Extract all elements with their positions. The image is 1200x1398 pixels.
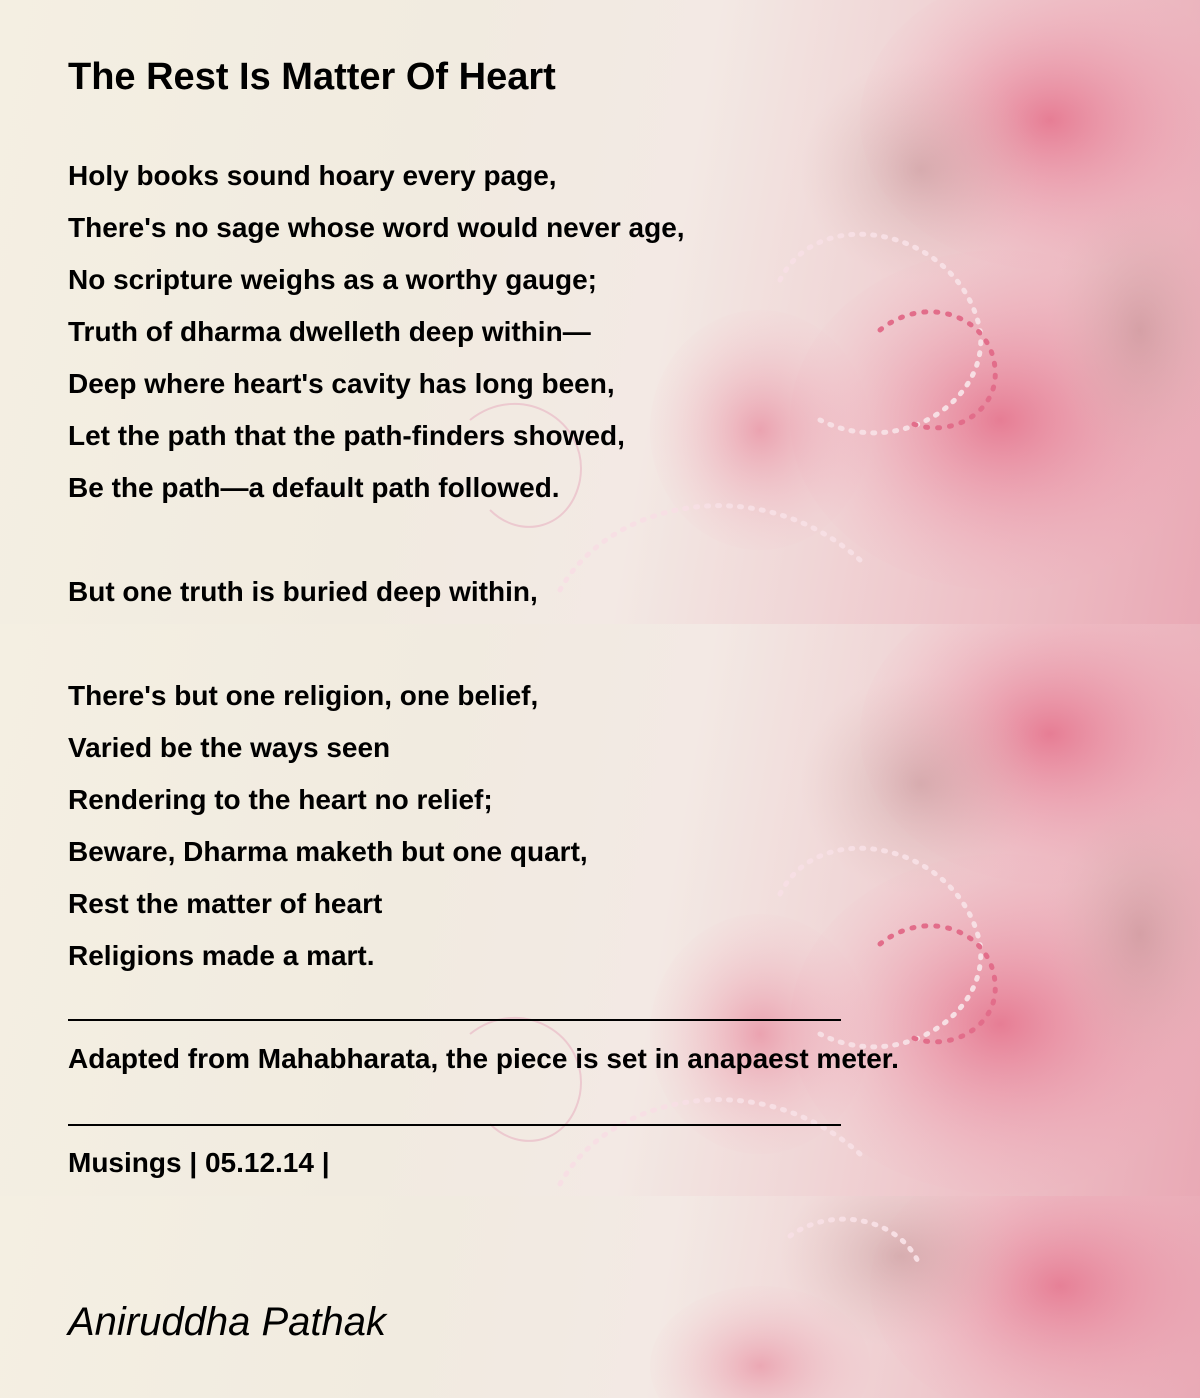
divider	[68, 1019, 841, 1021]
poem-line: Varied be the ways seen	[68, 732, 391, 763]
poem-line: Be the path—a default path followed.	[68, 472, 560, 503]
poem-meta: Musings | 05.12.14 |	[68, 1147, 330, 1178]
poem-line: There's but one religion, one belief,	[68, 680, 539, 711]
poem-title: The Rest Is Matter Of Heart	[68, 56, 556, 98]
poem-line: Deep where heart's cavity has long been,	[68, 368, 615, 399]
stanza-break	[68, 618, 685, 670]
poem-line: Truth of dharma dwelleth deep within—	[68, 316, 591, 347]
stanza-break	[68, 514, 685, 566]
poem-line: No scripture weighs as a worthy gauge;	[68, 264, 598, 295]
poem-line: Holy books sound hoary every page,	[68, 160, 557, 191]
poem-line: Let the path that the path-finders showed,	[68, 420, 625, 451]
poem-line: Rest the matter of heart	[68, 888, 383, 919]
poem-line: Religions made a mart.	[68, 940, 375, 971]
poem-line: Beware, Dharma maketh but one quart,	[68, 836, 588, 867]
poem-note: Adapted from Mahabharata, the piece is set in anapaest meter.	[68, 1043, 899, 1074]
author-name: Aniruddha Pathak	[68, 1300, 387, 1344]
divider	[68, 1124, 841, 1126]
poem-line: There's no sage whose word would never age,	[68, 212, 685, 243]
poem-line: Rendering to the heart no relief;	[68, 784, 493, 815]
poem-line: But one truth is buried deep within,	[68, 576, 538, 607]
poem-body	[68, 150, 685, 982]
